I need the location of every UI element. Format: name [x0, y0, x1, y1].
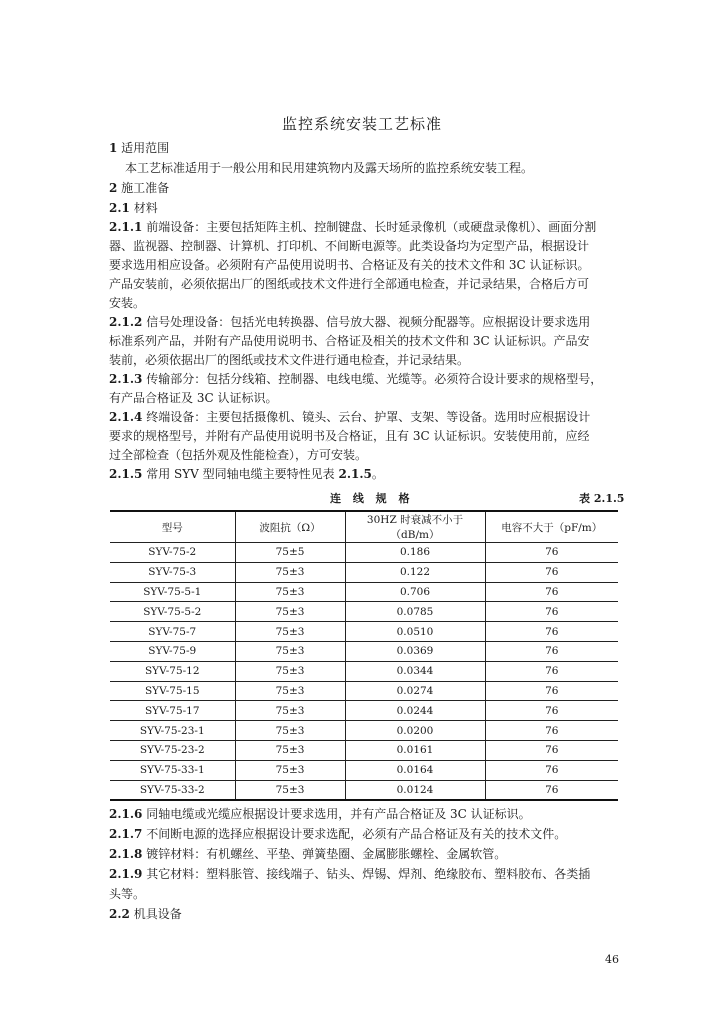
table-cell: SYV-75-23-1 — [110, 721, 235, 741]
table-row — [110, 721, 618, 741]
table-cell: SYV-75-3 — [110, 562, 235, 582]
table-row — [110, 543, 618, 563]
section-2-1-9-line: 2.1.9 其它材料：塑料胀管、接线端子、钻头、焊锡、焊剂、绝缘胶布、塑料胶布、各类插 — [109, 867, 591, 881]
table-cell: 0.0344 — [345, 661, 485, 681]
table-cell: 75±3 — [235, 641, 345, 661]
table-cell: 75±3 — [235, 701, 345, 721]
table-header-cell: 波阻抗（Ω） — [235, 511, 345, 543]
table-caption: 连 线 规 格 — [330, 492, 414, 505]
section-2-1-3-line: 有产品合格证及 3C 认证标识。 — [109, 391, 278, 405]
table-cell: 76 — [485, 681, 618, 701]
section-2-1-1-line: 要求选用相应设备。必须附有产品使用说明书、合格证及有关的技术文件和 3C 认证标识。 — [109, 258, 590, 272]
table-cell: 76 — [485, 661, 618, 681]
table-cell: 75±3 — [235, 622, 345, 642]
table-cell: SYV-75-33-1 — [110, 760, 235, 780]
table-cell: 76 — [485, 622, 618, 642]
table-cell: 76 — [485, 641, 618, 661]
table-cell: 76 — [485, 543, 618, 563]
table-row — [110, 562, 618, 582]
section-2-1-7-line: 2.1.7 不间断电源的选择应根据设计要求选配，必须有产品合格证及有关的技术文件。 — [109, 827, 567, 841]
cable-spec-table — [110, 510, 618, 801]
table-cell: SYV-75-9 — [110, 641, 235, 661]
section-2-1-2-line: 2.1.2 信号处理设备：包括光电转换器、信号放大器、视频分配器等。应根据设计要求选用 — [109, 315, 591, 329]
section-2-1-9-line: 头等。 — [109, 887, 146, 901]
table-cell: SYV-75-5-1 — [110, 582, 235, 602]
table-row — [110, 582, 618, 602]
table-row — [110, 701, 618, 721]
table-cell: 0.0124 — [345, 780, 485, 800]
table-cell: SYV-75-15 — [110, 681, 235, 701]
table-cell: 76 — [485, 582, 618, 602]
table-cell: 0.0510 — [345, 622, 485, 642]
section-2-2-heading: 2.2 机具设备 — [109, 907, 182, 921]
table-cell: SYV-75-12 — [110, 661, 235, 681]
table-row — [110, 760, 618, 780]
table-cell: SYV-75-7 — [110, 622, 235, 642]
table-cell: SYV-75-17 — [110, 701, 235, 721]
table-cell: 75±3 — [235, 760, 345, 780]
section-2-1-1-line: 产品安装前，必须依据出厂的图纸或技术文件进行全部通电检查，并记录结果，合格后方可 — [109, 277, 590, 291]
table-cell: 0.0164 — [345, 760, 485, 780]
page-title: 监控系统安装工艺标准 — [281, 115, 442, 133]
table-cell: 76 — [485, 602, 618, 622]
table-row — [110, 641, 618, 661]
table-cell: 0.122 — [345, 562, 485, 582]
table-cell: SYV-75-2 — [110, 543, 235, 563]
table-header-row — [110, 511, 618, 543]
table-cell: 75±3 — [235, 661, 345, 681]
table-cell: 75±5 — [235, 543, 345, 563]
table-cell: 75±3 — [235, 780, 345, 800]
table-cell: 0.0274 — [345, 681, 485, 701]
table-row — [110, 681, 618, 701]
table-cell: 76 — [485, 701, 618, 721]
table-row — [110, 780, 618, 800]
section-2-1-2-line: 装前，必须依据出厂的图纸或技术文件进行通电检查，并记录结果。 — [109, 353, 470, 367]
table-header-cell: 电容不大于（pF/m） — [485, 511, 618, 543]
table-cell: 76 — [485, 740, 618, 760]
section-2-1-4-line: 要求的规格型号，并附有产品使用说明书及合格证，且有 3C 认证标识。安装使用前，应经 — [109, 429, 590, 443]
section-2-1-1-line: 器、监视器、控制器、计算机、打印机、不间断电源等。此类设备均为定型产品，根据设计 — [109, 239, 590, 253]
table-cell: 75±3 — [235, 602, 345, 622]
table-cell: 0.186 — [345, 543, 485, 563]
section-2-1-8-line: 2.1.8 镀锌材料：有机螺丝、平垫、弹簧垫圈、金属膨胀螺栓、金属软管。 — [109, 847, 507, 861]
section-2-1-4-line: 过全部检查（包括外观及性能检查），方可安装。 — [109, 448, 368, 462]
section-2-1-1-line: 安装。 — [109, 296, 146, 310]
table-header-cell: 型号 — [110, 511, 235, 543]
table-number: 表 2.1.5 — [579, 492, 625, 505]
table-row — [110, 622, 618, 642]
table-cell: 75±3 — [235, 562, 345, 582]
table-row — [110, 602, 618, 622]
table-cell: 75±3 — [235, 740, 345, 760]
section-2-heading: 2 施工准备 — [109, 181, 170, 195]
table-cell: 76 — [485, 760, 618, 780]
table-cell: 0.706 — [345, 582, 485, 602]
table-cell: 0.0161 — [345, 740, 485, 760]
section-2-1-4-line: 2.1.4 终端设备：主要包括摄像机、镜头、云台、护罩、支架、等设备。选用时应根据设计 — [109, 410, 591, 424]
table-row — [110, 661, 618, 681]
section-2-1-2-line: 标准系列产品，并附有产品使用说明书、合格证及相关的技术文件和 3C 认证标识。产品安 — [109, 334, 590, 348]
table-cell: 0.0785 — [345, 602, 485, 622]
section-2-1-6-line: 2.1.6 同轴电缆或光缆应根据设计要求选用，并有产品合格证及 3C 认证标识。 — [109, 807, 531, 821]
section-1-heading: 1 适用范围 — [109, 141, 170, 155]
table-header-cell: 30HZ 时衰减不小于（dB/m） — [345, 511, 485, 543]
table-cell: 75±3 — [235, 721, 345, 741]
table-cell: 76 — [485, 721, 618, 741]
page-number: 46 — [605, 953, 619, 966]
table-cell: 75±3 — [235, 681, 345, 701]
table-cell: 0.0244 — [345, 701, 485, 721]
section-1-body: 本工艺标准适用于一般公用和民用建筑物内及露天场所的监控系统安装工程。 — [125, 161, 534, 175]
table-cell: 0.0200 — [345, 721, 485, 741]
section-2-1-heading: 2.1 材料 — [109, 201, 158, 215]
table-cell: 0.0369 — [345, 641, 485, 661]
table-cell: SYV-75-33-2 — [110, 780, 235, 800]
section-2-1-5-line: 2.1.5 常用 SYV 型同轴电缆主要特性见表 2.1.5。 — [109, 467, 384, 481]
table-cell: 75±3 — [235, 582, 345, 602]
table-row — [110, 740, 618, 760]
table-cell: SYV-75-5-2 — [110, 602, 235, 622]
table-cell: 76 — [485, 562, 618, 582]
section-2-1-1-line: 2.1.1 前端设备：主要包括矩阵主机、控制键盘、长时延录像机（或硬盘录像机）、画面分割 — [109, 220, 597, 234]
table-cell: 76 — [485, 780, 618, 800]
section-2-1-3-line: 2.1.3 传输部分：包括分线箱、控制器、电线电缆、光缆等。必须符合设计要求的规格型号， — [109, 372, 603, 386]
table-cell: SYV-75-23-2 — [110, 740, 235, 760]
